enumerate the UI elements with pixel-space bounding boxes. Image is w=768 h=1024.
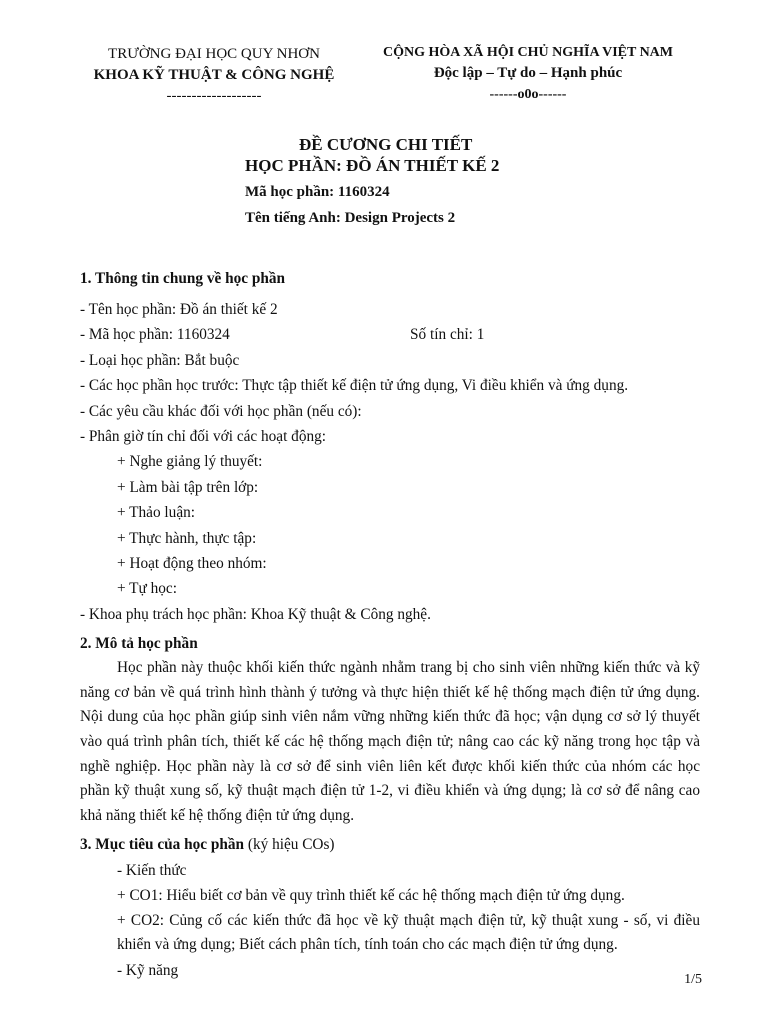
activity-item: + Hoạt động theo nhóm: bbox=[117, 555, 267, 573]
course-code-text: - Mã học phần: 1160324 bbox=[80, 326, 230, 344]
activity-item: + Thực hành, thực tập: bbox=[117, 529, 257, 547]
university-name: TRƯỜNG ĐẠI HỌC QUY NHƠN bbox=[108, 46, 320, 62]
course-title: HỌC PHẦN: ĐỒ ÁN THIẾT KẾ 2 bbox=[245, 156, 500, 175]
national-header bbox=[370, 42, 686, 105]
activity-item: + Làm bài tập trên lớp: bbox=[117, 478, 259, 496]
university-header bbox=[76, 44, 352, 107]
other-requirements-line: - Các yêu cầu khác đối với học phần (nếu có): bbox=[80, 402, 362, 420]
course-english-name: Tên tiếng Anh: Design Projects 2 bbox=[245, 210, 456, 226]
objective-category: - Kỹ năng bbox=[117, 961, 179, 979]
title-block bbox=[245, 134, 685, 229]
section-heading-bold: 3. Mục tiêu của học phần bbox=[80, 836, 245, 854]
objective-item: + CO2: Củng cố các kiến thức đã học về kỹ thuật mạch điện tử, kỹ thuật xung - số, vi điều khiển và ứng dụng; Biết cách phân tích, tính toán cho các mạch điện tử ứng dụng. bbox=[117, 911, 700, 954]
section-heading-note: (ký hiệu COs) bbox=[244, 836, 335, 854]
course-description: Học phần này thuộc khối kiến thức ngành nhằm trang bị cho sinh viên những kiến thức và kỹ năng cơ bản về quá trình hình thành ý tưởng và thực hiện thiết kế hệ thống mạch điện tử ứng dụng. Nội dung của học phần giúp sinh viên nắm vững những kiến thức đã học; vận dụng cơ sở lý thuyết vào quá trình phân tích, thiết kế các hệ thống mạch điện tử; nâng cao các kỹ năng trong học tập và nghề nghiệp. Học phần này là cơ sở để sinh viên liên kết được khối kiến thức của nhóm các học phần kỹ thuật xung số, kỹ thuật mạch điện tử 1-2, vi điều khiển và ứng dụng; là cơ sở để nâng cao khả năng thiết kế hệ thống điện tử ứng dụng. bbox=[80, 659, 700, 824]
objective-item: + CO1: Hiểu biết cơ bản về quy trình thiết kế các hệ thống mạch điện tử ứng dụng. bbox=[117, 887, 625, 905]
course-name-line: - Tên học phần: Đồ án thiết kế 2 bbox=[80, 301, 278, 318]
course-code-line bbox=[80, 322, 700, 347]
course-code: Mã học phần: 1160324 bbox=[245, 184, 390, 200]
page-number: 1/5 bbox=[684, 972, 702, 987]
course-type-line: - Loại học phần: Bắt buộc bbox=[80, 351, 240, 369]
credits-text: Số tín chỉ: 1 bbox=[410, 326, 485, 344]
activity-item: + Nghe giảng lý thuyết: bbox=[117, 453, 263, 471]
national-motto: Độc lập – Tự do – Hạnh phúc bbox=[433, 65, 623, 81]
header-right-divider: ------o0o------ bbox=[489, 87, 567, 102]
prerequisites-line: - Các học phần học trước: Thực tập thiết kế điện tử ứng dụng, Vi điều khiển và ứng dụng. bbox=[80, 377, 629, 395]
responsible-faculty-line: - Khoa phụ trách học phần: Khoa Kỹ thuật & Công nghệ. bbox=[80, 605, 431, 623]
activity-item: + Thảo luận: bbox=[117, 504, 196, 522]
faculty-name: KHOA KỸ THUẬT & CÔNG NGHỆ bbox=[93, 67, 335, 83]
activity-item: + Tự học: bbox=[117, 580, 177, 598]
section-heading: 1. Thông tin chung về học phần bbox=[80, 270, 286, 287]
credit-hours-line: - Phân giờ tín chỉ đối với các hoạt động: bbox=[80, 428, 327, 446]
document-title: ĐỀ CƯƠNG CHI TIẾT bbox=[299, 135, 473, 154]
section-heading bbox=[80, 832, 700, 857]
header-left-divider: ------------------- bbox=[166, 88, 262, 104]
objective-category: - Kiến thức bbox=[117, 861, 187, 879]
document-body bbox=[80, 266, 700, 983]
section-heading: 2. Mô tả học phần bbox=[80, 635, 198, 653]
country-name: CỘNG HÒA XÃ HỘI CHỦ NGHĨA VIỆT NAM bbox=[382, 45, 673, 60]
